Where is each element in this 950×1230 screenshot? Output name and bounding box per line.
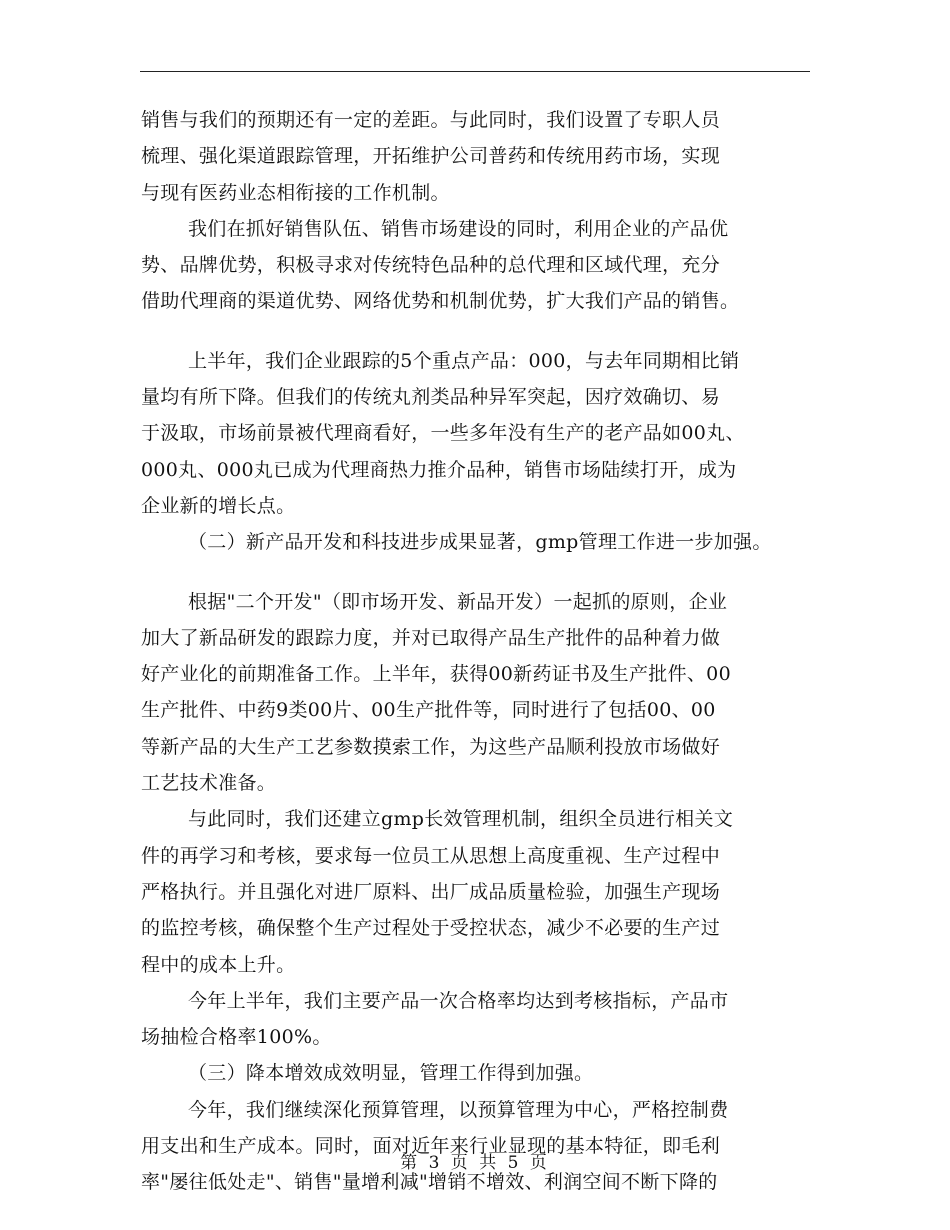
paragraph	[141, 102, 831, 211]
text-line: 000丸、000丸已成为代理商热力推介品种，销售市场陆续打开，成为	[141, 458, 737, 481]
text-line: 根据"二个开发"（即市场开发、新品开发）一起抓的原则，企业	[188, 590, 728, 613]
text-line: 借助代理商的渠道优势、网络优势和机制优势，扩大我们产品的销售。	[141, 290, 740, 313]
paragraph	[141, 343, 831, 524]
text-line: 程中的成本上升。	[141, 953, 296, 976]
text-line: 于汲取，市场前景被代理商看好，一些多年没有生产的老产品如00丸、	[141, 422, 745, 445]
page-footer: 第 3 页 共 5 页	[400, 1153, 550, 1173]
paragraph	[141, 584, 831, 802]
heading-line: （二）新产品开发和科技进步成果显著，gmp管理工作进一步加强。	[188, 531, 772, 554]
text-line: 我们在抓好销售队伍、销售市场建设的同时，利用企业的产品优	[188, 217, 729, 240]
text-line: 件的再学习和考核，要求每一位员工从思想上高度重视、生产过程中	[141, 844, 721, 867]
text-line: 今年上半年，我们主要产品一次合格率均达到考核指标，产品市	[188, 989, 729, 1012]
document-body	[141, 102, 831, 1201]
text-line: 的监控考核，确保整个生产过程处于受控状态，减少不必要的生产过	[141, 917, 721, 940]
text-line: 场抽检合格率100%。	[141, 1026, 332, 1049]
text-line: 量均有所下降。但我们的传统丸剂类品种异军突起，因疗效确切、易	[141, 386, 721, 409]
header-rule	[140, 71, 810, 72]
section-heading-3	[141, 1055, 831, 1091]
text-line: 用支出和生产成本。同时，面对近年来行业显现的基本特征，即毛利	[141, 1135, 721, 1158]
text-line: 率"屡往低处走"、销售"量增利减"增销不增效、利润空间不断下降的	[141, 1171, 718, 1194]
paragraph	[141, 1092, 831, 1201]
text-line: 等新产品的大生产工艺参数摸索工作，为这些产品顺利投放市场做好	[141, 735, 721, 758]
text-line: 与此同时，我们还建立gmp长效管理机制，组织全员进行相关文	[188, 808, 734, 831]
paragraph	[141, 983, 831, 1056]
section-heading-2	[141, 524, 831, 560]
text-line: 与现有医药业态相衔接的工作机制。	[141, 181, 450, 204]
text-line: 加大了新品研发的跟踪力度，并对已取得产品生产批件的品种着力做	[141, 626, 721, 649]
text-line: 企业新的增长点。	[141, 494, 296, 517]
text-line: 上半年，我们企业跟踪的5个重点产品：000，与去年同期相比销	[188, 349, 740, 372]
heading-line: （三）降本增效成效明显，管理工作得到加强。	[188, 1062, 594, 1085]
paragraph-gap	[141, 320, 831, 343]
text-line: 生产批件、中药9类00片、00生产批件等，同时进行了包括00、00	[141, 699, 716, 722]
paragraph	[141, 211, 831, 320]
paragraph	[141, 801, 831, 982]
text-line: 今年，我们继续深化预算管理，以预算管理为中心，严格控制费	[188, 1098, 729, 1121]
text-line: 工艺技术准备。	[141, 772, 277, 795]
paragraph-gap	[141, 561, 831, 584]
text-line: 梳理、强化渠道跟踪管理，开拓维护公司普药和传统用药市场，实现	[141, 145, 721, 168]
text-line: 销售与我们的预期还有一定的差距。与此同时，我们设置了专职人员	[141, 109, 721, 131]
text-line: 好产业化的前期准备工作。上半年，获得00新药证书及生产批件、00	[141, 663, 731, 686]
text-line: 势、品牌优势，积极寻求对传统特色品种的总代理和区域代理，充分	[141, 254, 721, 277]
text-line: 严格执行。并且强化对进厂原料、出厂成品质量检验，加强生产现场	[141, 880, 721, 903]
